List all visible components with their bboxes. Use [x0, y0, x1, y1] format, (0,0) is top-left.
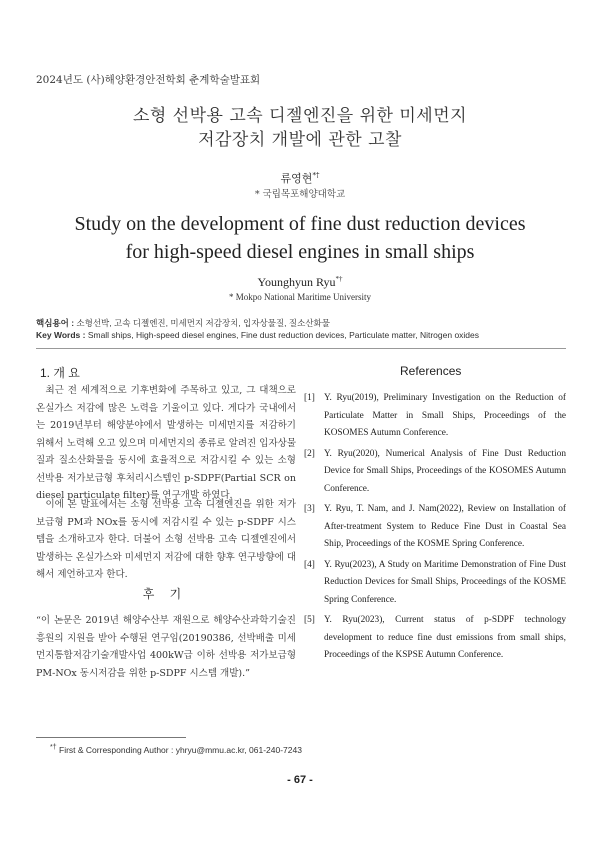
conference-name: 2024년도 (사)해양환경안전학회 춘계학술발표회	[36, 74, 261, 86]
english-affiliation: * Mokpo National Maritime University	[229, 292, 371, 302]
author-mark: *†	[312, 171, 320, 180]
korean-affiliation: * 국립목포해양대학교	[254, 189, 346, 200]
footnote-mark: *†	[50, 744, 57, 751]
reference-number: [3]	[304, 504, 315, 514]
keywords-en-text: Small ships, High-speed diesel engines, Fine dust reduction devices, Particulate matter, Nitrogen oxides	[87, 330, 480, 340]
reference-item	[304, 557, 566, 610]
english-title-line-2: for high-speed diesel engines in small ships	[125, 241, 475, 263]
references-heading: References	[400, 364, 462, 378]
footnote-text: First & Corresponding Author : yhryu@mmu.ac.kr, 061-240-7243	[59, 744, 302, 755]
reference-item	[304, 446, 566, 499]
korean-title-line-1: 소형 선박용 고속 디젤엔진을 위한 미세먼지	[132, 106, 468, 126]
acknowledgement-heading: 후 기	[142, 587, 188, 601]
reference-item	[304, 390, 566, 443]
korean-author	[0, 170, 600, 186]
intro-paragraph-1-text: 최근 전 세계적으로 기후변화에 주목하고 있고, 그 대책으로 온실가스 저감에 많은 노력을 기울이고 있다. 게다가 국내에서는 2019년부터 해양분야에서 발생하는 미세먼지를 저감하기 위해서 노력해 오고 있으며 미세먼지의 종류로 알려진 입자상물질과 질소산화물을 동시에 효율적으로 저감시킬 수 있는 소형 선박용 저가보급형 후처리시스템인 p-SDPF(Partial SCR on diesel particulate filter)를 연구개발 하였다.	[36, 385, 296, 501]
section-divider	[36, 348, 566, 349]
intro-paragraph-2-text: 이에 본 발표에서는 소형 선박용 고속 디젤엔진을 위한 저가보급형 PM과 NOx를 동시에 저감시킬 수 있는 p-SDPF 시스템을 소개하고자 한다. 더불어 소형 선박용 고속 디젤엔진에서 발생하는 온실가스와 미세먼지 저감에 대한 향후 연구방향에 대해서 제언하고자 한다.	[36, 499, 296, 580]
korean-title-line-2: 저감장치 개발에 관한 고찰	[198, 130, 402, 150]
reference-number: [2]	[304, 448, 315, 459]
intro-paragraph-1	[36, 382, 296, 505]
reference-number: [5]	[304, 615, 315, 625]
footnote-divider	[36, 737, 186, 738]
reference-item	[304, 612, 566, 665]
page-number: - 67 -	[287, 774, 313, 786]
reference-text: Y. Ryu(2020), Numerical Analysis of Fine Dust Reduction Device for Small Ships, Proceedings of the KOSOMES Autumn Conference.	[324, 448, 566, 494]
intro-paragraph-2	[36, 496, 296, 584]
author-name-en: Younghyun Ryu	[257, 275, 336, 289]
reference-text: Y. Ryu(2023), Current status of p-SDPF technology development to reduce fine dust emissions from small ships, Proceedings of the KSPSE Autumn Conference.	[324, 615, 566, 660]
intro-heading: 1. 개 요	[40, 366, 80, 380]
keywords-ko-label: 핵심용어 :	[36, 318, 75, 328]
reference-number: [4]	[304, 559, 315, 570]
footnote	[50, 744, 302, 755]
english-title-line-1: Study on the development of fine dust reduction devices	[74, 213, 526, 235]
reference-number: [1]	[304, 393, 315, 403]
reference-item	[304, 501, 566, 554]
keywords-en-label: Key Words :	[36, 330, 86, 340]
keywords-korean	[36, 317, 330, 329]
reference-text: Y. Ryu, T. Nam, and J. Nam(2022), Review on Installation of After-treatment System to Reduce Fine Dust in Coastal Sea Ship, Proceedings of the KOSME Spring Conference.	[324, 504, 566, 549]
author-mark-en: *†	[335, 275, 343, 283]
reference-text: Y. Ryu(2023), A Study on Maritime Demonstration of Fine Dust Reduction Devices for Small Ships, Proceedings of the KOSME Spring Conference.	[324, 559, 566, 605]
reference-text: Y. Ryu(2019), Preliminary Investigation on the Reduction of Particulate Matter in Small Ships, Proceedings of the KOSOMES Autumn Conference.	[324, 393, 566, 438]
references-list	[304, 390, 566, 668]
english-author	[0, 275, 600, 290]
keywords-english	[36, 330, 479, 340]
author-name-ko: 류영현	[280, 172, 313, 185]
keywords-ko-text: 소형선박, 고속 디젤엔진, 미세먼지 저감장치, 입자상물질, 질소산화물	[76, 318, 330, 328]
acknowledgement-text: “이 논문은 2019년 해양수산부 재원으로 해양수산과학기술진흥원의 지원을 받아 수행된 연구임(20190386, 선박배출 미세먼지통합저감기술개발사업 400kW급 이하 선박용 저가보급형 PM-NOx 동시저감을 위한 p-SDPF 시스템 개발).”	[36, 615, 296, 679]
